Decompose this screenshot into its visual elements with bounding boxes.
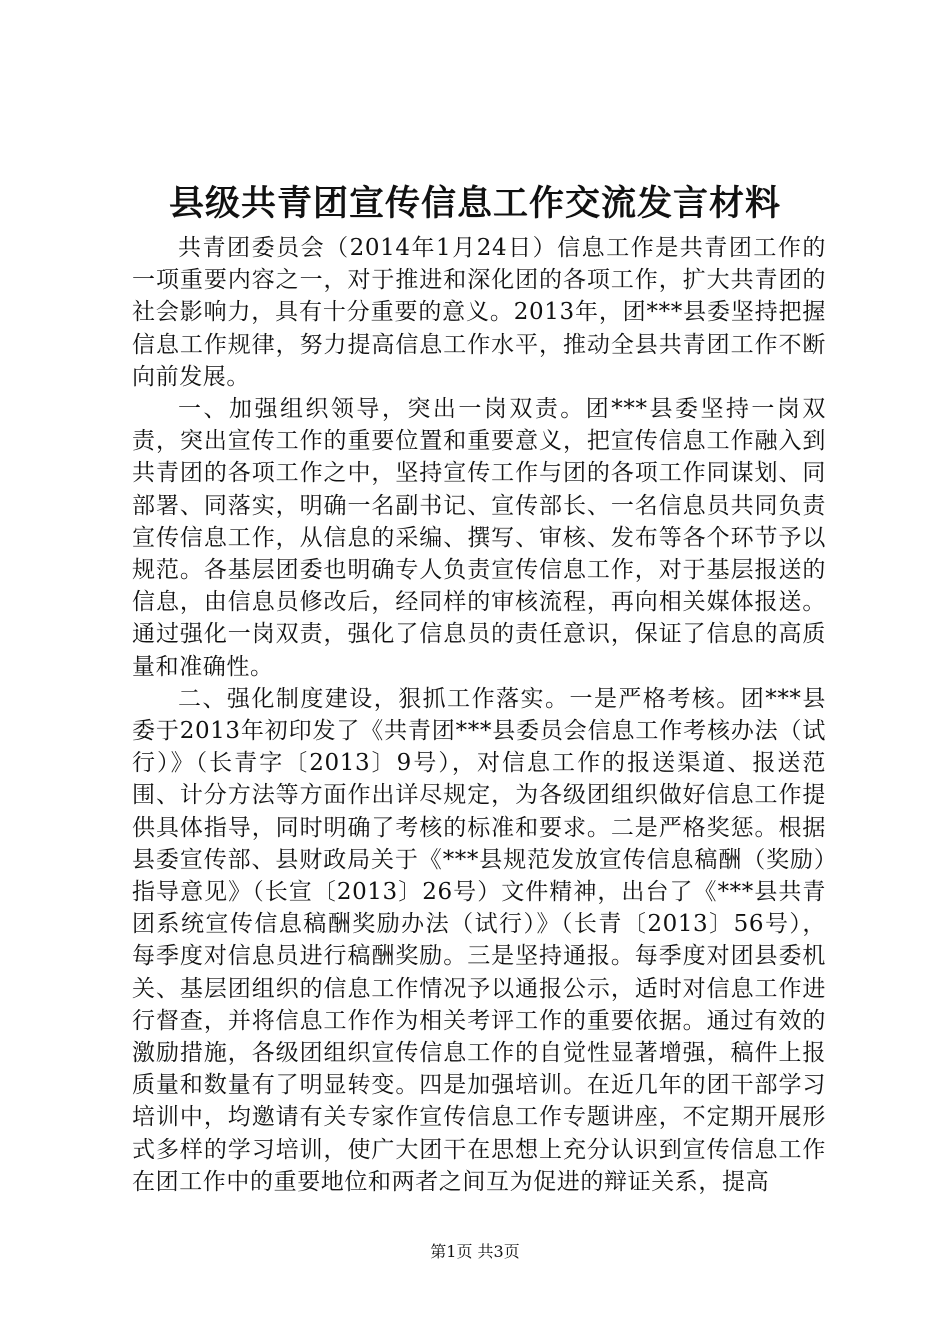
- paragraph-section-1: 一、加强组织领导，突出一岗双责。团***县委坚持一岗双责，突出宣传工作的重要位置和重要意义，把宣传信息工作融入到共青团的各项工作之中，坚持宣传工作与团的各项工作同谋划、同部署、同落实，明确一名副书记、宣传部长、一名信息员共同负责宣传信息工作，从信息的采编、撰写、审核、发布等各个环节予以规范。各基层团委也明确专人负责宣传信息工作，对于基层报送的信息，由信息员修改后，经同样的审核流程，再向相关媒体报送。通过强化一岗双责，强化了信息员的责任意识，保证了信息的高质量和准确性。: [132, 396, 826, 680]
- paragraph-intro: 共青团委员会（2014年1月24日）信息工作是共青团工作的一项重要内容之一，对于推进和深化团的各项工作，扩大共青团的社会影响力，具有十分重要的意义。2013年，团***县委坚持把握信息工作规律，努力提高信息工作水平，推动全县共青团工作不断向前发展。: [132, 235, 826, 390]
- paragraph-section-2: 二、强化制度建设，狠抓工作落实。一是严格考核。团***县委于2013年初印发了《共青团***县委员会信息工作考核办法（试行）》（长青字〔2013〕9号），对信息工作的报送渠道、报送范围、计分方法等方面作出详尽规定，为各级团组织做好信息工作提供具体指导，同时明确了考核的标准和要求。二是严格奖惩。根据县委宣传部、县财政局关于《***县规范发放宣传信息稿酬（奖励）指导意见》（长宣〔2013〕26号）文件精神，出台了《***县共青团系统宣传信息稿酬奖励办法（试行）》（长青〔2013〕56号），每季度对信息员进行稿酬奖励。三是坚持通报。每季度对团县委机关、基层团组织的信息工作情况予以通报公示，适时对信息工作进行督查，并将信息工作作为相关考评工作的重要依据。通过有效的激励措施，各级团组织宣传信息工作的自觉性显著增强，稿件上报质量和数量有了明显转变。四是加强培训。在近几年的团干部学习培训中，均邀请有关专家作宣传信息工作专题讲座，不定期开展形式多样的学习培训，使广大团干在思想上充分认识到宣传信息工作在团工作中的重要地位和两者之间互为促进的辩证关系，提高: [132, 685, 826, 1195]
- page-footer: 第1页 共3页: [430, 1242, 520, 1261]
- document-body: [132, 232, 826, 1198]
- document-title: 县级共青团宣传信息工作交流发言材料: [168, 183, 781, 224]
